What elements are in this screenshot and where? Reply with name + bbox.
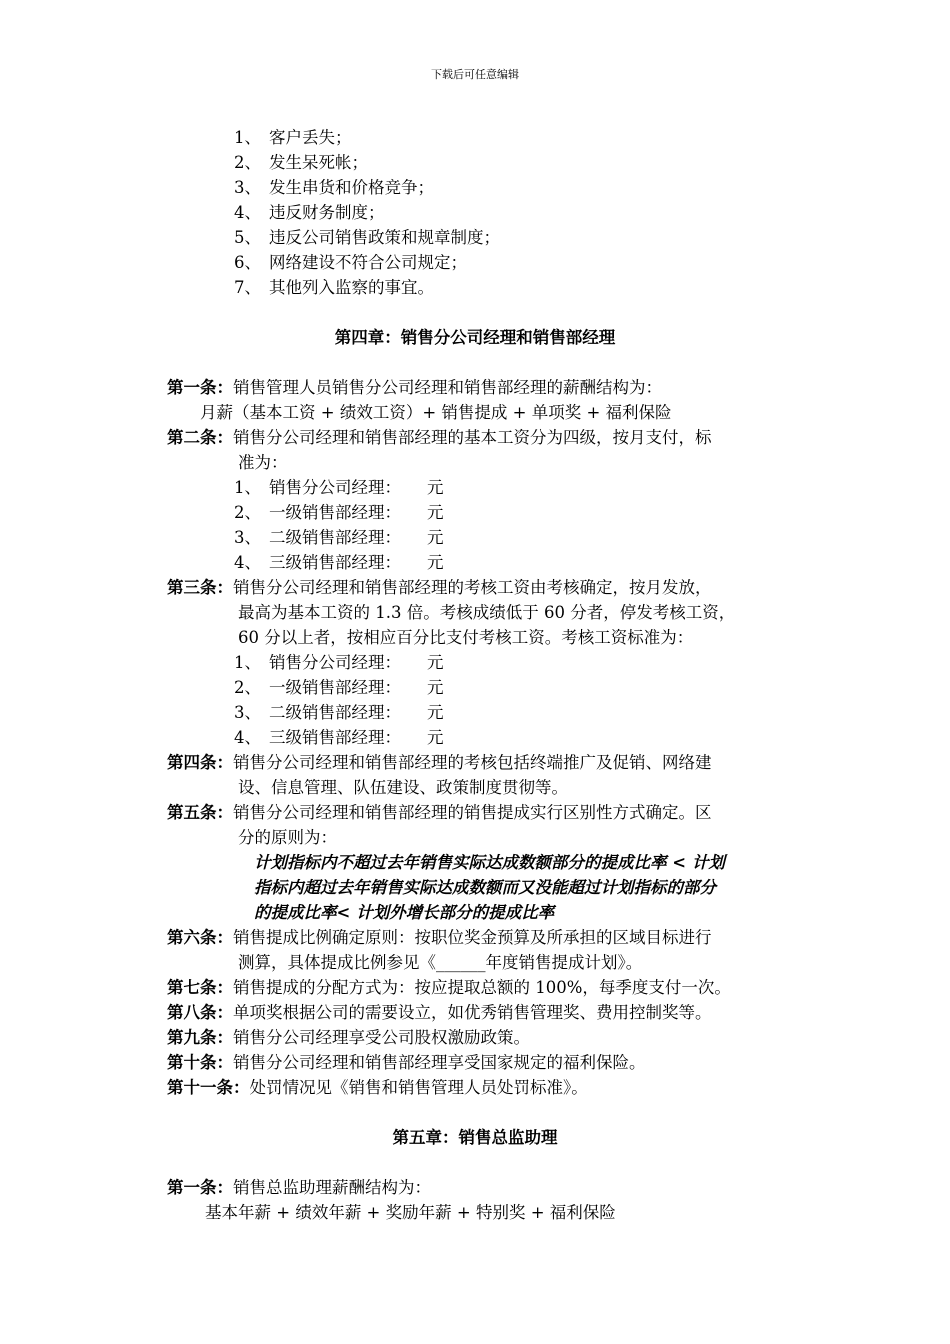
article-7: 第七条：销售提成的分配方式为：按应提取总额的 100%，每季度支付一次。 (167, 978, 731, 997)
article-11: 第十一条：处罚情况见《销售和销售管理人员处罚标准》。 (167, 1078, 588, 1097)
article-4: 第四条：销售分公司经理和销售部经理的考核包括终端推广及促销、网络建 (167, 753, 712, 772)
page-header: 下载后可任意编辑 (431, 68, 519, 81)
list-item: 5、 违反公司销售政策和规章制度； (234, 228, 500, 247)
article-text: 设、信息管理、队伍建设、政策制度贯彻等。 (238, 778, 568, 797)
list-item: 3、 发生串货和价格竞争； (234, 178, 434, 197)
article-6: 第六条：销售提成比例确定原则：按职位奖金预算及所承担的区域目标进行 (167, 928, 712, 947)
list-item: 1、 客户丢失； (234, 128, 352, 147)
article-9: 第九条：销售分公司经理享受公司股权激励政策。 (167, 1028, 530, 1047)
list-item: 4、 三级销售部经理： 元 (234, 728, 444, 747)
article-3: 第三条：销售分公司经理和销售部经理的考核工资由考核确定，按月发放， (167, 578, 712, 597)
article-text: 准为： (238, 453, 288, 472)
list-item: 2、 发生呆死帐； (234, 153, 368, 172)
article-text: 60 分以上者，按相应百分比支付考核工资。考核工资标准为： (238, 628, 694, 647)
chapter-title: 第四章：销售分公司经理和销售部经理 (334, 328, 616, 347)
list-item: 6、 网络建设不符合公司规定； (234, 253, 467, 272)
list-item: 7、 其他列入监察的事宜。 (234, 278, 434, 297)
emphasis-text: 指标内超过去年销售实际达成数额而又没能超过计划指标的部分 (254, 878, 716, 897)
article-2: 第二条：销售分公司经理和销售部经理的基本工资分为四级，按月支付，标 (167, 428, 712, 447)
list-item: 2、 一级销售部经理： 元 (234, 503, 444, 522)
list-item: 1、 销售分公司经理： 元 (234, 478, 444, 497)
chapter-title: 第五章：销售总监助理 (392, 1128, 558, 1147)
article-10: 第十条：销售分公司经理和销售部经理享受国家规定的福利保险。 (167, 1053, 646, 1072)
list-item: 3、 二级销售部经理： 元 (234, 703, 444, 722)
article-text: 分的原则为： (238, 828, 337, 847)
article-1: 第一条：销售总监助理薪酬结构为： (167, 1178, 431, 1197)
article-text: 测算，具体提成比例参见《______年度销售提成计划》。 (238, 953, 643, 972)
salary-formula: 基本年薪 + 绩效年薪 + 奖励年薪 + 特别奖 + 福利保险 (205, 1203, 616, 1222)
list-item: 4、 三级销售部经理： 元 (234, 553, 444, 572)
article-1: 第一条：销售管理人员销售分公司经理和销售部经理的薪酬结构为： (167, 378, 662, 397)
list-item: 2、 一级销售部经理： 元 (234, 678, 444, 697)
article-8: 第八条：单项奖根据公司的需要设立，如优秀销售管理奖、费用控制奖等。 (167, 1003, 712, 1022)
list-item: 3、 二级销售部经理： 元 (234, 528, 444, 547)
article-5: 第五条：销售分公司经理和销售部经理的销售提成实行区别性方式确定。区 (167, 803, 712, 822)
list-item: 1、 销售分公司经理： 元 (234, 653, 444, 672)
article-text: 最高为基本工资的 1.3 倍。考核成绩低于 60 分者，停发考核工资， (238, 603, 736, 622)
salary-formula: 月薪（基本工资 + 绩效工资）+ 销售提成 + 单项奖 + 福利保险 (200, 403, 672, 422)
list-item: 4、 违反财务制度； (234, 203, 385, 222)
emphasis-text: 计划指标内不超过去年销售实际达成数额部分的提成比率 < 计划 (254, 853, 725, 872)
emphasis-text: 的提成比率< 计划外增长部分的提成比率 (254, 903, 555, 922)
